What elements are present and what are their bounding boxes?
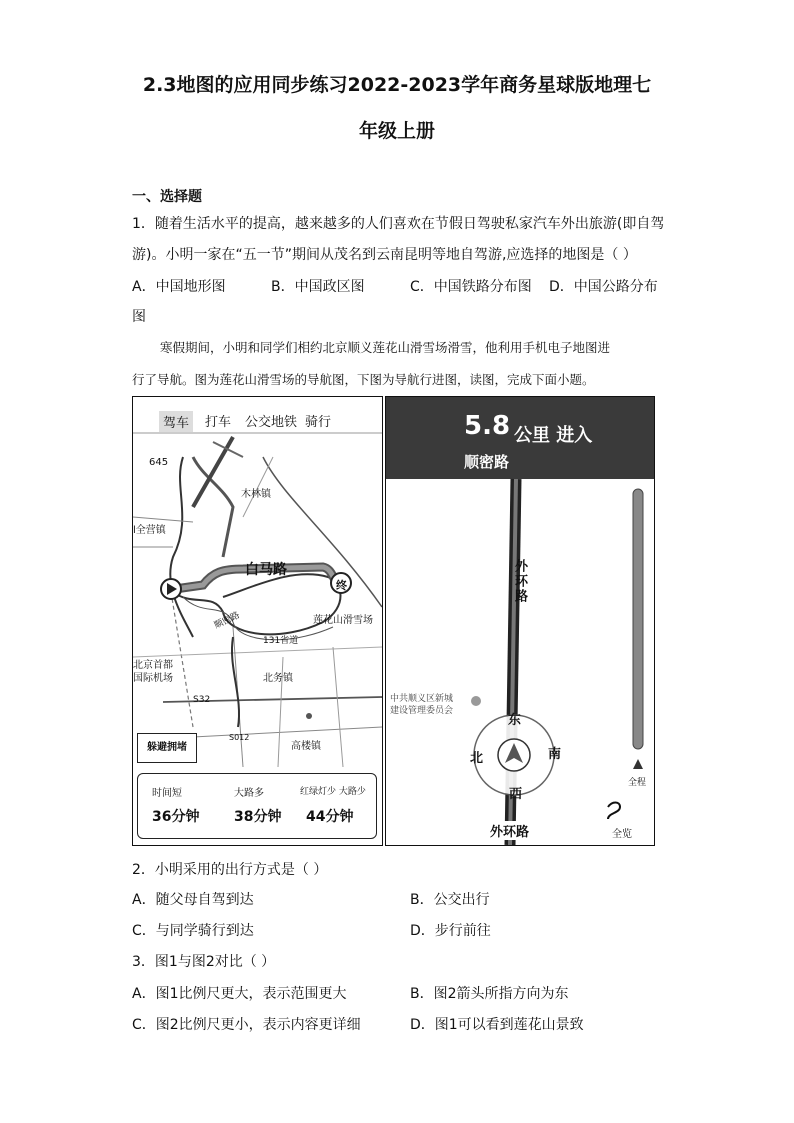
q1-option-d: D．中国公路分布 — [549, 279, 658, 295]
q3-option-a: A．图1比例尺更大，表示范围更大 — [132, 986, 347, 1002]
outer-ring-road-label-bottom: 外环路 — [490, 821, 529, 840]
poi-label: 中共顺义区新城 建设管理委员会 — [390, 694, 454, 716]
label-road-645: 645 — [149, 457, 169, 468]
document-title-line2: 年级上册 — [358, 120, 435, 142]
q1-stem-line1: 1．随着生活水平的提高，越来越多的人们喜欢在节假日驾驶私家汽车外出旅游(即自驾 — [132, 216, 665, 232]
q2-option-c: C．与同学骑行到达 — [132, 923, 254, 939]
intro-line2: 行了导航。图为莲花山滑雪场的导航图，下图为导航行进图，读图，完成下面小题。 — [132, 372, 595, 387]
label-s32: S32 — [193, 695, 211, 705]
tab-taxi[interactable]: 打车 — [205, 415, 232, 430]
route-option-3-label: 红绿灯少 大路少 — [300, 787, 366, 797]
label-shunmi-road: 顺密路 — [212, 610, 242, 632]
tab-cycle[interactable]: 骑行 — [305, 415, 332, 430]
label-end-marker: 终 — [336, 579, 347, 592]
label-mulin-town: 木林镇 — [241, 489, 271, 500]
q2-option-d: D．步行前往 — [410, 923, 491, 939]
q2-option-b: B．公交出行 — [410, 892, 490, 908]
route-option-3-time[interactable]: 44分钟 — [306, 809, 354, 825]
compass-south: 南 — [548, 747, 562, 762]
navigation-map-figure — [132, 396, 383, 846]
turn-by-turn-figure — [385, 396, 655, 846]
label-capital-airport: 北京首都 国际机场 — [133, 660, 173, 684]
document-title-line1: 2.3地图的应用同步练习2022-2023学年商务星球版地理七 — [142, 74, 652, 96]
avoid-congestion-button[interactable]: 躲避拥堵 — [137, 733, 197, 763]
label-gaoliying-town: 高楼镇 — [291, 741, 321, 752]
label-beiwu-town: 北务镇 — [263, 673, 293, 684]
route-option-1-label: 时间短 — [152, 788, 182, 799]
compass-north: 北 — [470, 751, 484, 766]
route-option-2-time[interactable]: 38分钟 — [234, 809, 282, 825]
overview-button[interactable]: 全览 — [612, 829, 632, 840]
q3-option-b: B．图2箭头所指方向为东 — [410, 986, 569, 1002]
q3-stem: 3．图1与图2对比（ ） — [132, 954, 276, 970]
q1-stem-line2: 游)。小明一家在“五一节”期间从茂名到云南昆明等地自驾游,应选择的地图是（ ） — [132, 247, 637, 263]
q2-stem: 2．小明采用的出行方式是（ ） — [132, 862, 328, 878]
compass-east: 东 — [508, 713, 522, 728]
distance-unit-action: 公里 进入 — [514, 425, 593, 446]
distance-value: 5.8 — [464, 411, 511, 441]
label-quanying-town: l全营镇 — [133, 525, 166, 536]
q3-option-c: C．图2比例尺更小，表示内容更详细 — [132, 1017, 361, 1033]
label-lianhua-ski-resort: 莲花山滑雪场 — [313, 615, 373, 626]
label-s012: S012 — [229, 733, 250, 742]
section-heading: 一、选择题 — [132, 189, 202, 205]
outer-ring-road-label-top: 外环路 — [512, 559, 527, 604]
route-options-panel — [137, 773, 377, 839]
tab-drive[interactable]: 驾车 — [159, 411, 193, 432]
label-provincial-road-131: 131省道 — [263, 636, 299, 646]
q3-option-d: D．图1可以看到莲花山景致 — [410, 1017, 584, 1033]
q1-option-d-continued: 图 — [132, 309, 146, 325]
full-route-label: 全程 — [628, 778, 647, 788]
intro-line1: 寒假期间，小明和同学们相约北京顺义莲花山滑雪场滑雪，他利用手机电子地图进 — [160, 340, 611, 355]
next-road-name: 顺密路 — [464, 453, 510, 471]
route-option-1-time[interactable]: 36分钟 — [152, 809, 200, 825]
q1-option-b: B．中国政区图 — [271, 279, 365, 295]
route-option-2-label: 大路多 — [234, 788, 264, 799]
q1-option-c: C．中国铁路分布图 — [410, 279, 532, 295]
tab-transit[interactable]: 公交地铁 — [245, 415, 298, 430]
navigation-view-graphics — [386, 397, 654, 845]
q2-option-a: A．随父母自驾到达 — [132, 892, 254, 908]
compass-west: 西 — [509, 787, 523, 802]
q1-option-a: A．中国地形图 — [132, 279, 226, 295]
label-baima-road: 白马路 — [245, 562, 287, 578]
